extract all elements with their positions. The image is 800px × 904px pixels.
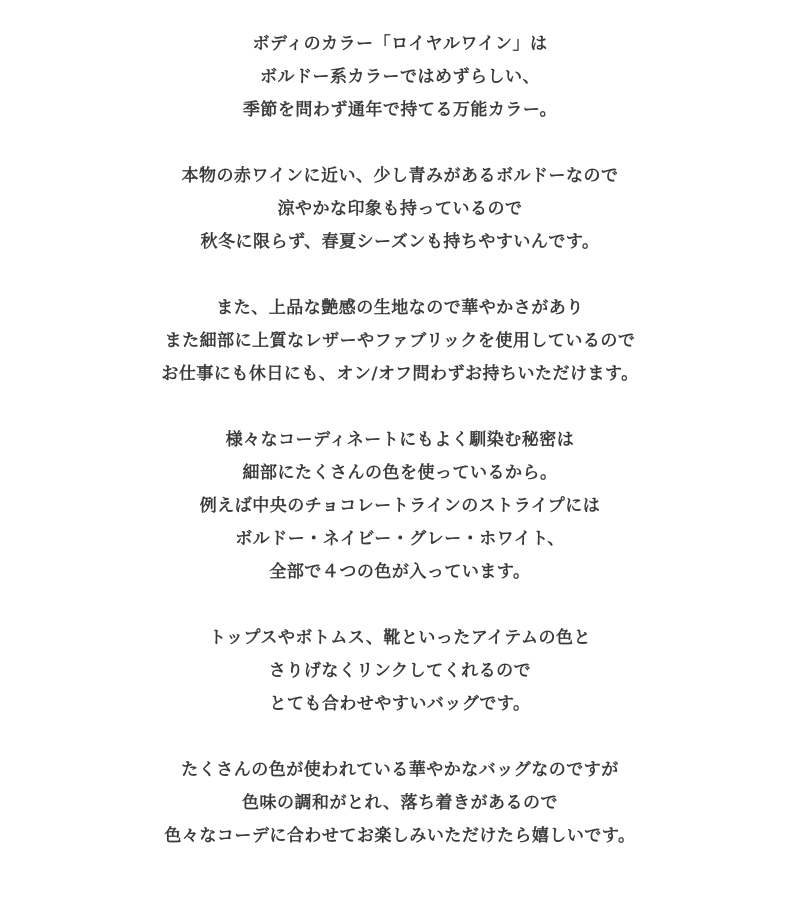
text-line: とても合わせやすいバッグです。 — [269, 694, 531, 714]
text-line: 細部にたくさんの色を使っているから。 — [242, 463, 558, 483]
text-line: 全部で４つの色が入っています。 — [269, 562, 531, 582]
text-line: 本物の赤ワインに近い、少し青みがあるボルドーなので — [181, 166, 619, 186]
description-text-block — [0, 28, 800, 886]
paragraph-bordeaux-tone — [0, 160, 800, 259]
text-line: 秋冬に限らず、春夏シーズンも持ちやすいんです。 — [200, 232, 600, 252]
text-line: 涼やかな印象も持っているので — [277, 199, 523, 219]
text-line: 様々なコーディネートにもよく馴染む秘密は — [225, 430, 575, 450]
text-line: ボルドー・ネイビー・グレー・ホワイト、 — [235, 529, 565, 549]
text-line: 色々なコーデに合わせてお楽しみいただけたら嬉しいです。 — [164, 826, 636, 846]
text-line: 季節を問わず通年で持てる万能カラー。 — [242, 100, 558, 120]
text-line: トップスやボトムス、靴といったアイテムの色と — [209, 628, 591, 648]
paragraph-color-link — [0, 622, 800, 721]
text-line: ボディのカラー「ロイヤルワイン」は — [252, 34, 548, 54]
paragraph-royal-wine-color — [0, 28, 800, 127]
paragraph-material-quality — [0, 292, 800, 391]
paragraph-closing — [0, 754, 800, 853]
paragraph-coordinate-secret — [0, 424, 800, 589]
text-line: さりげなくリンクしてくれるので — [268, 661, 532, 681]
text-line: 例えば中央のチョコレートラインのストライプには — [199, 496, 601, 516]
text-line: お仕事にも休日にも、オン/オフ問わずお持ちいただけます。 — [161, 364, 639, 384]
text-line: たくさんの色が使われている華やかなバッグなのですが — [181, 760, 619, 780]
text-line: 色味の調和がとれ、落ち着きがあるので — [241, 793, 559, 813]
text-line: ボルドー系カラーではめずらしい、 — [260, 67, 540, 87]
text-line: また、上品な艶感の生地なので華やかさがあり — [216, 298, 584, 318]
text-line: また細部に上質なレザーやファブリックを使用しているので — [164, 331, 636, 351]
